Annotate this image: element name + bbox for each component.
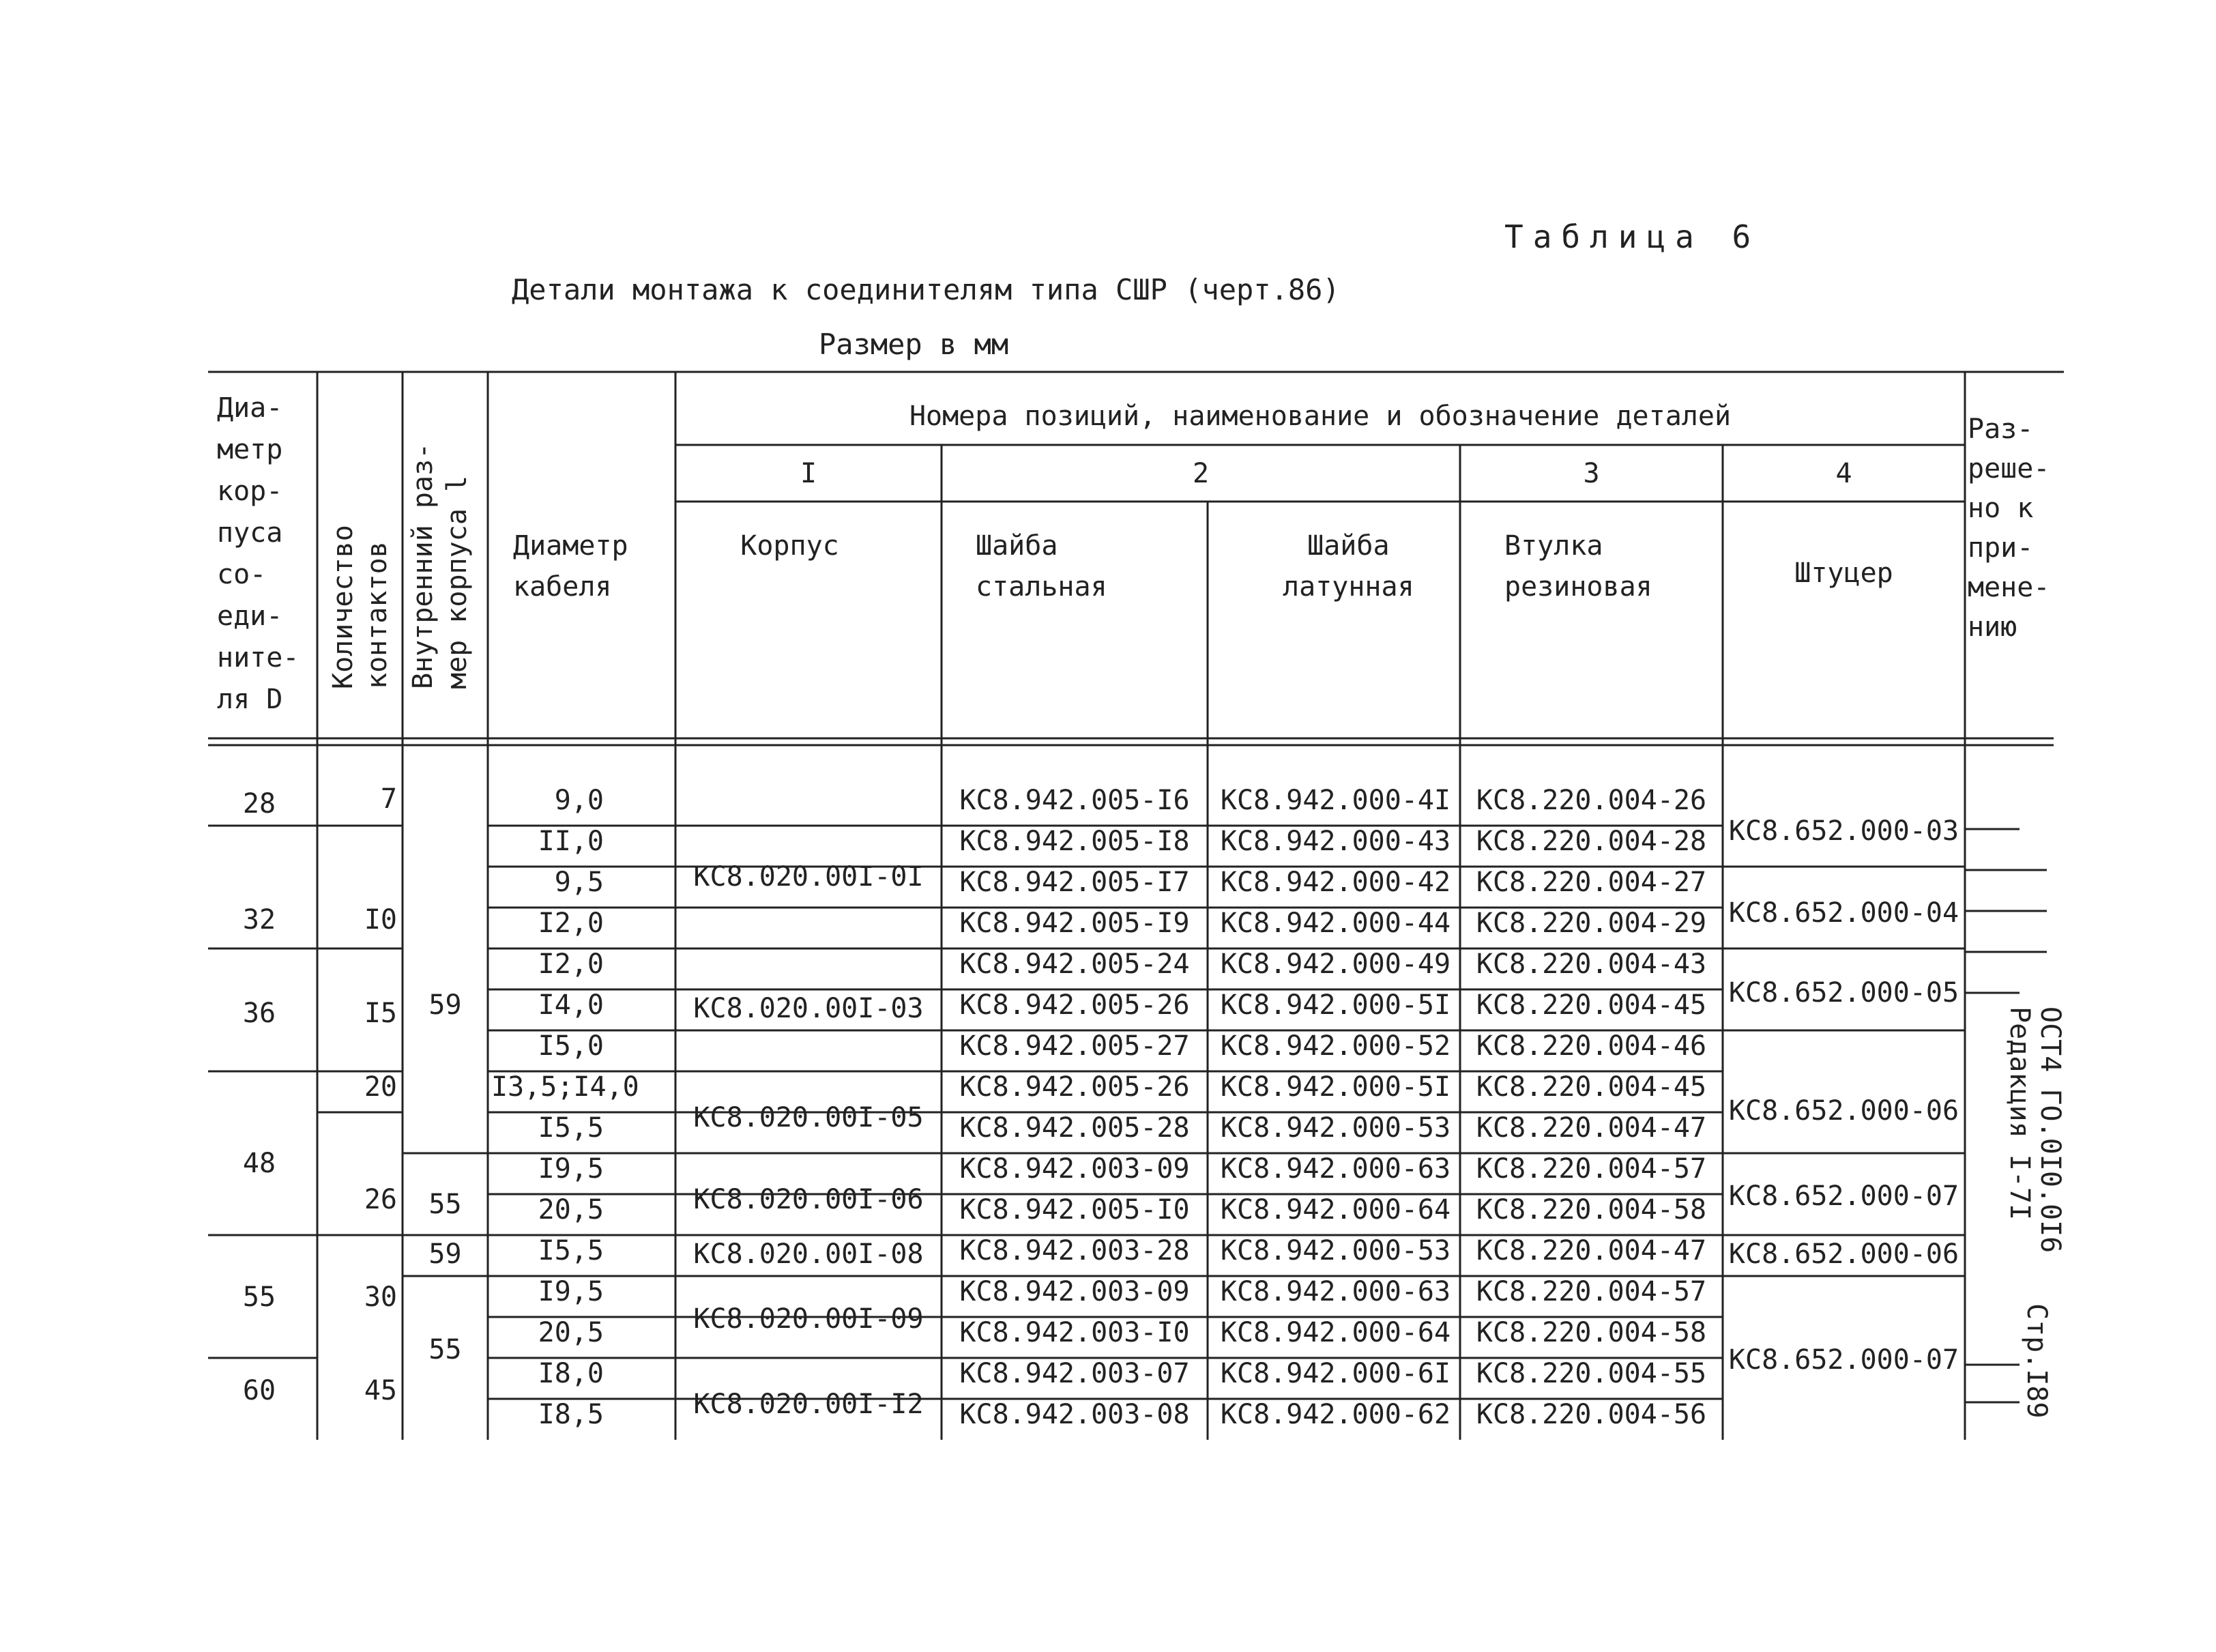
sleeve-cell: КС8.220.004-58: [1476, 1194, 1707, 1226]
diameter-cell: 36: [242, 998, 276, 1029]
header-inner-size: Внутренний раз- мер корпуса l: [407, 442, 473, 689]
units-note: Размер в мм: [819, 328, 1009, 361]
washer-steel-cell: КС8.942.005-28: [959, 1112, 1190, 1144]
diameter-cell: 55: [242, 1281, 276, 1313]
sleeve-cell: КС8.220.004-57: [1476, 1153, 1707, 1185]
washer-steel-cell: КС8.942.005-I6: [959, 785, 1190, 816]
sleeve-cell: КС8.220.004-47: [1476, 1235, 1707, 1266]
cable-diameter-cell: 9,5: [554, 867, 604, 898]
washer-steel-cell: КС8.942.005-26: [959, 989, 1190, 1021]
diameter-cell: 60: [242, 1375, 276, 1406]
header-allowed: Раз- реше- но к при- мене- нию: [1968, 414, 2050, 643]
diameter-cell: 48: [242, 1148, 276, 1179]
doc-code: ОСТ4 ГО.0I0.0I6: [2035, 1006, 2066, 1254]
sleeve-cell: КС8.220.004-46: [1476, 1030, 1707, 1062]
washer-brass-cell: КС8.942.000-5I: [1220, 989, 1451, 1021]
cable-diameter-cell: I5,5: [538, 1235, 604, 1266]
washer-steel-cell: КС8.942.005-24: [959, 948, 1190, 980]
washer-steel-cell: КС8.942.005-26: [959, 1071, 1190, 1103]
contacts-cell: 7: [380, 783, 397, 815]
header-cable: Диаметр кабеля: [513, 530, 628, 603]
inner-size-cell: 55: [428, 1334, 462, 1365]
sleeve-cell: КС8.220.004-27: [1476, 867, 1707, 898]
washer-brass-cell: КС8.942.000-53: [1220, 1235, 1451, 1266]
sleeve-cell: КС8.220.004-57: [1476, 1276, 1707, 1307]
body-cell: КС8.020.00I-08: [693, 1238, 924, 1270]
contacts-cell: 30: [364, 1281, 397, 1313]
cable-diameter-cell: I9,5: [538, 1276, 604, 1307]
cable-diameter-cell: I4,0: [538, 989, 604, 1021]
edition-note: Редакция I-7I: [2004, 1006, 2035, 1221]
washer-brass-cell: КС8.942.000-43: [1220, 826, 1451, 857]
header-pos-4: 4: [1835, 458, 1852, 489]
washer-brass-cell: КС8.942.000-44: [1220, 908, 1451, 939]
washer-brass-cell: КС8.942.000-63: [1220, 1153, 1451, 1185]
washer-brass-cell: КС8.942.000-5I: [1220, 1071, 1451, 1103]
cable-diameter-cell: I3,5;I4,0: [491, 1071, 639, 1103]
washer-brass-cell: КС8.942.000-4I: [1220, 785, 1451, 816]
cable-diameter-cell: I5,0: [538, 1030, 604, 1062]
washer-brass-cell: КС8.942.000-49: [1220, 948, 1451, 980]
washer-brass-cell: КС8.942.000-64: [1220, 1194, 1451, 1226]
washer-steel-cell: КС8.942.005-27: [959, 1030, 1190, 1062]
washer-brass-cell: КС8.942.000-6I: [1220, 1358, 1451, 1389]
washer-steel-cell: КС8.942.003-I0: [959, 1317, 1190, 1348]
fitting-cell: КС8.652.000-07: [1728, 1344, 1959, 1376]
header-diameter: Диа- метр кор- пуса со- еди- ните- ля D: [217, 392, 300, 715]
washer-brass-cell: КС8.942.000-63: [1220, 1276, 1451, 1307]
body-cell: КС8.020.00I-0I: [693, 861, 924, 893]
header-fitting: Штуцер: [1794, 557, 1893, 589]
header-pos-3: 3: [1583, 458, 1600, 489]
washer-steel-cell: КС8.942.003-09: [959, 1276, 1190, 1307]
sleeve-cell: КС8.220.004-45: [1476, 1071, 1707, 1103]
washer-steel-cell: КС8.942.005-I0: [959, 1194, 1190, 1226]
sleeve-cell: КС8.220.004-55: [1476, 1358, 1707, 1389]
inner-size-cell: 59: [428, 1238, 462, 1270]
contacts-cell: I5: [364, 998, 397, 1029]
washer-steel-cell: КС8.942.003-09: [959, 1153, 1190, 1185]
washer-steel-cell: КС8.942.003-28: [959, 1235, 1190, 1266]
header-washer-steel: Шайба стальная: [976, 530, 1107, 603]
washer-brass-cell: КС8.942.000-52: [1220, 1030, 1451, 1062]
washer-steel-cell: КС8.942.005-I8: [959, 826, 1190, 857]
table-caption: Детали монтажа к соединителям типа СШР (черт.86): [512, 273, 1340, 306]
cable-diameter-cell: I2,0: [538, 948, 604, 980]
cable-diameter-cell: I8,0: [538, 1358, 604, 1389]
sleeve-cell: КС8.220.004-47: [1476, 1112, 1707, 1144]
sleeve-cell: КС8.220.004-26: [1476, 785, 1707, 816]
header-group: Номера позиций, наименование и обозначение деталей: [909, 401, 1732, 432]
contacts-cell: 45: [364, 1375, 397, 1406]
header-sleeve: Втулка резиновая: [1504, 530, 1652, 603]
sleeve-cell: КС8.220.004-43: [1476, 948, 1707, 980]
body-cell: КС8.020.00I-03: [693, 993, 924, 1024]
header-pos-2: 2: [1192, 458, 1210, 489]
fitting-cell: КС8.652.000-06: [1728, 1095, 1959, 1127]
fitting-cell: КС8.652.000-07: [1728, 1180, 1959, 1212]
washer-steel-cell: КС8.942.003-08: [959, 1399, 1190, 1430]
header-washer-brass: Шайба латунная: [1283, 530, 1414, 603]
sleeve-cell: КС8.220.004-56: [1476, 1399, 1707, 1430]
washer-brass-cell: КС8.942.000-62: [1220, 1399, 1451, 1430]
diameter-cell: 32: [242, 904, 276, 936]
fitting-cell: КС8.652.000-03: [1728, 815, 1959, 847]
header-contacts: Количество контактов: [327, 525, 393, 689]
washer-steel-cell: КС8.942.003-07: [959, 1358, 1190, 1389]
washer-brass-cell: КС8.942.000-42: [1220, 867, 1451, 898]
header-body: Корпус: [740, 530, 839, 562]
cable-diameter-cell: 20,5: [538, 1317, 604, 1348]
washer-steel-cell: КС8.942.005-I7: [959, 867, 1190, 898]
cable-diameter-cell: I9,5: [538, 1153, 604, 1185]
header-pos-1: I: [800, 458, 817, 489]
table-number: Таблица 6: [1504, 218, 1761, 255]
cable-diameter-cell: 20,5: [538, 1194, 604, 1226]
cable-diameter-cell: 9,0: [554, 785, 604, 816]
inner-size-cell: 59: [428, 989, 462, 1021]
diameter-cell: 28: [242, 788, 276, 820]
sleeve-cell: КС8.220.004-28: [1476, 826, 1707, 857]
sleeve-cell: КС8.220.004-58: [1476, 1317, 1707, 1348]
contacts-cell: 26: [364, 1184, 397, 1215]
body-cell: КС8.020.00I-05: [693, 1102, 924, 1133]
body-cell: КС8.020.00I-I2: [693, 1389, 924, 1420]
cable-diameter-cell: I5,5: [538, 1112, 604, 1144]
inner-size-cell: 55: [428, 1189, 462, 1220]
washer-brass-cell: КС8.942.000-64: [1220, 1317, 1451, 1348]
page-number: Стр.I89: [2021, 1303, 2052, 1419]
washer-brass-cell: КС8.942.000-53: [1220, 1112, 1451, 1144]
fitting-cell: КС8.652.000-05: [1728, 977, 1959, 1009]
cable-diameter-cell: I8,5: [538, 1399, 604, 1430]
contacts-cell: I0: [364, 904, 397, 936]
fitting-cell: КС8.652.000-06: [1728, 1238, 1959, 1270]
sleeve-cell: КС8.220.004-29: [1476, 908, 1707, 939]
fitting-cell: КС8.652.000-04: [1728, 897, 1959, 929]
cable-diameter-cell: I2,0: [538, 908, 604, 939]
body-cell: КС8.020.00I-06: [693, 1184, 924, 1215]
body-cell: КС8.020.00I-09: [693, 1303, 924, 1335]
washer-steel-cell: КС8.942.005-I9: [959, 908, 1190, 939]
cable-diameter-cell: II,0: [538, 826, 604, 857]
contacts-cell: 20: [364, 1071, 397, 1103]
sleeve-cell: КС8.220.004-45: [1476, 989, 1707, 1021]
